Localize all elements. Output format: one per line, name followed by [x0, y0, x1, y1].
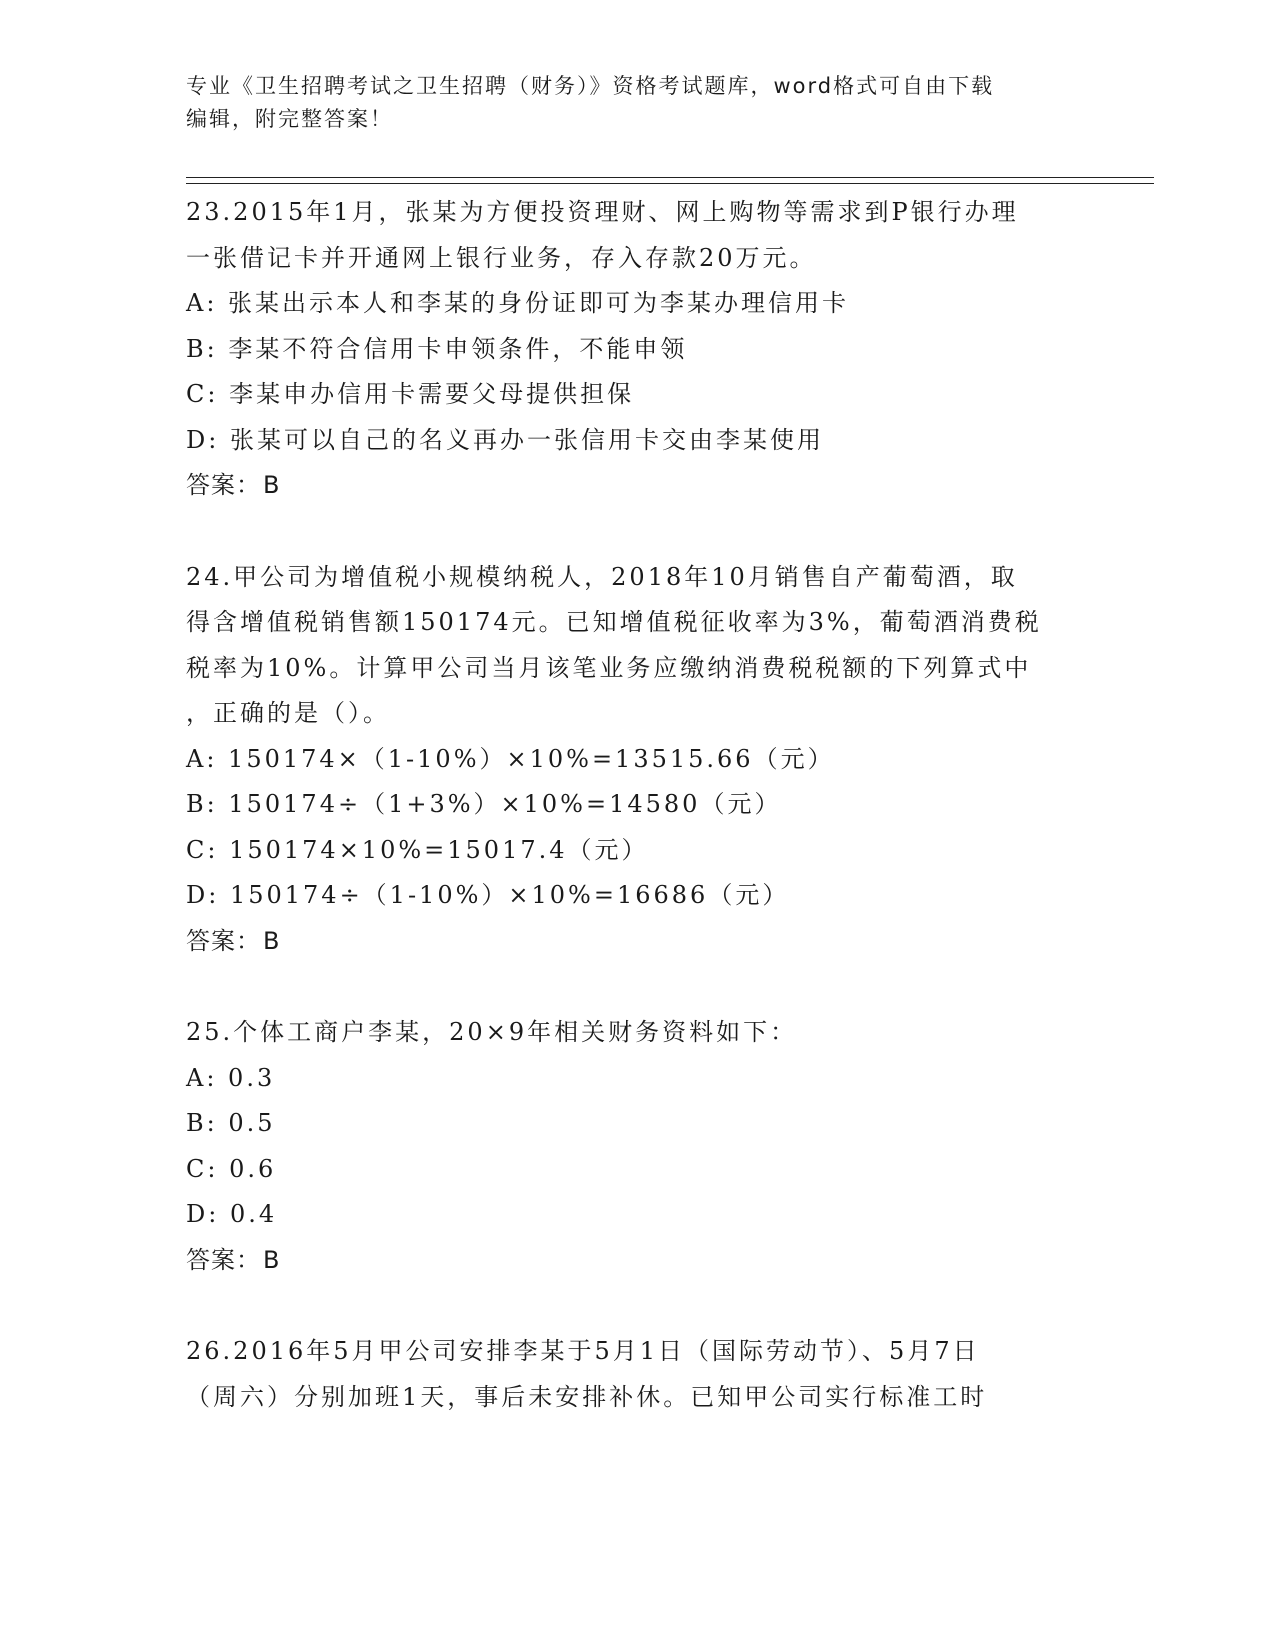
option-a: A: 0.3 [186, 1063, 276, 1092]
option-d: D: 张某可以自己的名义再办一张信用卡交由李某使用 [186, 425, 824, 454]
answer [186, 1238, 1086, 1284]
option-a: A: 150174×（1-10%）×10%=13515.66（元） [186, 744, 835, 773]
header-divider-top [186, 177, 1154, 178]
answer [186, 919, 1086, 965]
option-b: B: 0.5 [186, 1109, 276, 1137]
question-text: 一张借记卡并开通网上银行业务，存入存款20万元。 [186, 243, 817, 272]
question-list [186, 190, 1086, 1466]
question-text: ，正确的是（）。 [186, 699, 390, 727]
question-text: （周六）分别加班1天，事后未安排补休。已知甲公司实行标准工时 [186, 1382, 988, 1411]
option-b: B: 150174÷（1+3%）×10%=14580（元） [186, 790, 782, 818]
option-d: D: 150174÷（1-10%）×10%=16686（元） [186, 881, 790, 909]
header-line-2: 编辑，附完整答案！ [186, 107, 393, 131]
answer [186, 463, 1086, 509]
answer-label: 答案： [186, 1245, 261, 1274]
answer-label: 答案： [186, 471, 261, 499]
option-a: A: 张某出示本人和李某的身份证即可为李某办理信用卡 [186, 289, 850, 317]
option-c: C: 150174×10%=15017.4（元） [186, 835, 649, 864]
header-line-1: 专业《卫生招聘考试之卫生招聘（财务）》资格考试题库，word格式可自由下载 [186, 74, 995, 98]
question-text: 税率为10%。计算甲公司当月该笔业务应缴纳消费税税额的下列算式中 [186, 653, 1032, 682]
question-text: 26.2016年5月甲公司安排李某于5月1日（国际劳动节）、5月7日 [186, 1337, 980, 1365]
answer-label: 答案： [186, 926, 261, 955]
option-c: C: 0.6 [186, 1154, 277, 1183]
question-26 [186, 1329, 1086, 1420]
question-text: 得含增值税销售额150174元。已知增值税征收率为3%，葡萄酒消费税 [186, 608, 1042, 636]
question-25 [186, 1010, 1086, 1283]
option-b: B: 李某不符合信用卡申领条件，不能申领 [186, 334, 688, 363]
question-text: 23.2015年1月，张某为方便投资理财、网上购物等需求到P银行办理 [186, 198, 1019, 226]
question-text: 24.甲公司为增值税小规模纳税人，2018年10月销售自产葡萄酒，取 [186, 562, 1018, 591]
answer-value: B [263, 926, 281, 955]
answer-value: B [263, 1245, 281, 1274]
question-text: 25.个体工商户李某，20×9年相关财务资料如下： [186, 1018, 798, 1046]
answer-value: B [263, 471, 281, 499]
question-24 [186, 555, 1086, 965]
header-divider-bottom [186, 183, 1154, 184]
option-c: C: 李某申办信用卡需要父母提供担保 [186, 380, 635, 408]
question-23 [186, 190, 1086, 509]
option-d: D: 0.4 [186, 1200, 278, 1228]
document-header [186, 70, 1066, 136]
